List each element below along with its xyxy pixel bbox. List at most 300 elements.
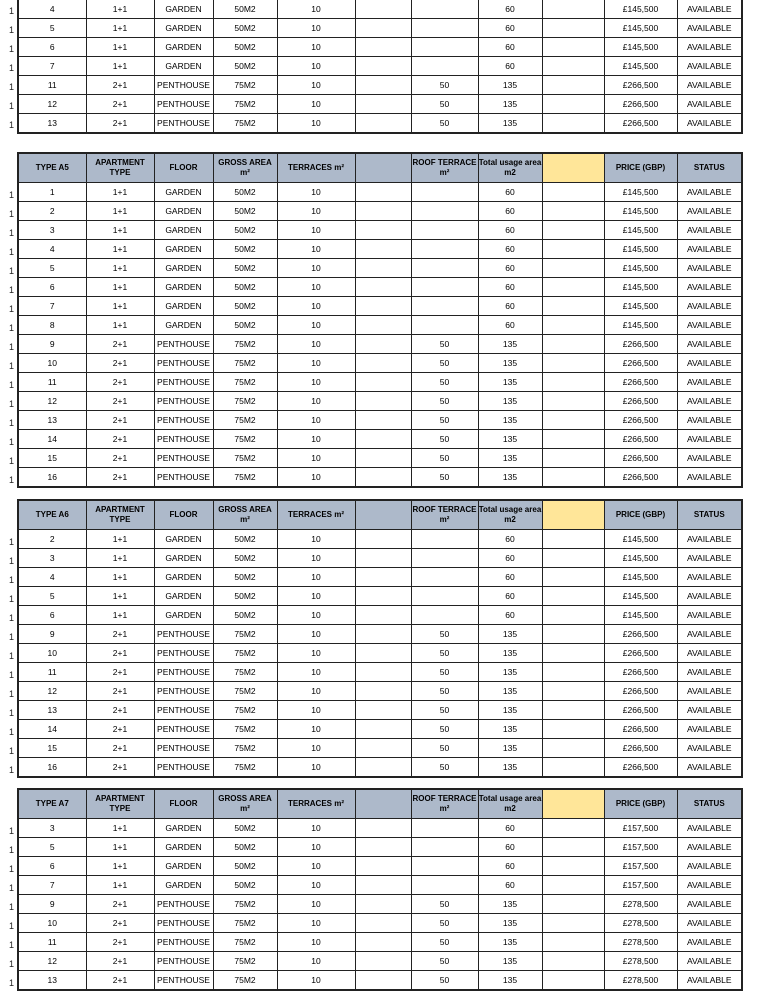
row-marker: 1 [9, 456, 15, 466]
cell-total: 60 [478, 221, 542, 240]
cell-apt: 1+1 [86, 259, 154, 278]
empty-cell [355, 468, 411, 488]
cell-no: 16 [18, 468, 86, 488]
cell-floor: PENTHOUSE [154, 663, 213, 682]
empty-cell [542, 682, 604, 701]
cell-price: £266,500 [604, 449, 677, 468]
table-row [18, 587, 742, 606]
table-row [18, 644, 742, 663]
cell-floor: PENTHOUSE [154, 739, 213, 758]
cell-floor: GARDEN [154, 278, 213, 297]
empty-cell [542, 95, 604, 114]
cell-apt: 1+1 [86, 0, 154, 19]
cell-apt: 1+1 [86, 19, 154, 38]
cell-roof [411, 278, 478, 297]
row-marker: 1 [9, 82, 15, 92]
cell-status: AVAILABLE [677, 914, 742, 933]
cell-price: £145,500 [604, 549, 677, 568]
cell-roof [411, 240, 478, 259]
cell-terrace: 10 [277, 568, 355, 587]
empty-cell [355, 952, 411, 971]
cell-terrace: 10 [277, 411, 355, 430]
cell-price: £145,500 [604, 183, 677, 202]
table-row [18, 663, 742, 682]
cell-apt: 1+1 [86, 857, 154, 876]
cell-price: £145,500 [604, 259, 677, 278]
cell-gross: 50M2 [213, 549, 277, 568]
cell-no: 2 [18, 530, 86, 549]
row-marker: 1 [9, 209, 15, 219]
table-row [18, 19, 742, 38]
cell-roof [411, 876, 478, 895]
cell-terrace: 10 [277, 895, 355, 914]
cell-gross: 75M2 [213, 114, 277, 134]
row-marker: 1 [9, 651, 15, 661]
cell-status: AVAILABLE [677, 354, 742, 373]
cell-price: £266,500 [604, 373, 677, 392]
cell-gross: 50M2 [213, 0, 277, 19]
cell-apt: 2+1 [86, 449, 154, 468]
cell-floor: PENTHOUSE [154, 76, 213, 95]
empty-cell [355, 57, 411, 76]
cell-total: 135 [478, 335, 542, 354]
empty-cell [355, 95, 411, 114]
cell-price: £145,500 [604, 530, 677, 549]
table-row [18, 38, 742, 57]
highlight-header-cell [542, 500, 604, 530]
table-row [18, 297, 742, 316]
cell-apt: 2+1 [86, 701, 154, 720]
cell-floor: GARDEN [154, 202, 213, 221]
cell-price: £145,500 [604, 57, 677, 76]
cell-gross: 75M2 [213, 335, 277, 354]
cell-status: AVAILABLE [677, 758, 742, 778]
table-row [18, 240, 742, 259]
cell-no: 10 [18, 354, 86, 373]
cell-apt: 2+1 [86, 625, 154, 644]
cell-no: 8 [18, 316, 86, 335]
cell-no: 12 [18, 95, 86, 114]
cell-terrace: 10 [277, 297, 355, 316]
cell-status: AVAILABLE [677, 587, 742, 606]
cell-apt: 1+1 [86, 819, 154, 838]
cell-roof [411, 38, 478, 57]
column-header: FLOOR [154, 500, 213, 530]
empty-cell [355, 663, 411, 682]
empty-cell [542, 739, 604, 758]
cell-terrace: 10 [277, 739, 355, 758]
table-row [18, 468, 742, 488]
cell-roof: 50 [411, 430, 478, 449]
cell-gross: 75M2 [213, 682, 277, 701]
cell-total: 135 [478, 701, 542, 720]
column-header: Total usage area m2 [478, 153, 542, 183]
cell-terrace: 10 [277, 430, 355, 449]
cell-apt: 2+1 [86, 114, 154, 134]
table-row [18, 952, 742, 971]
cell-no: 11 [18, 933, 86, 952]
row-marker: 1 [9, 727, 15, 737]
empty-cell [542, 549, 604, 568]
cell-no: 9 [18, 625, 86, 644]
cell-roof: 50 [411, 411, 478, 430]
cell-total: 60 [478, 19, 542, 38]
cell-price: £278,500 [604, 914, 677, 933]
cell-price: £145,500 [604, 606, 677, 625]
cell-terrace: 10 [277, 819, 355, 838]
cell-total: 60 [478, 530, 542, 549]
empty-cell [355, 819, 411, 838]
cell-status: AVAILABLE [677, 19, 742, 38]
cell-total: 135 [478, 76, 542, 95]
cell-price: £266,500 [604, 430, 677, 449]
cell-price: £145,500 [604, 240, 677, 259]
column-header: PRICE (GBP) [604, 789, 677, 819]
cell-floor: PENTHOUSE [154, 701, 213, 720]
cell-price: £266,500 [604, 720, 677, 739]
cell-terrace: 10 [277, 549, 355, 568]
cell-status: AVAILABLE [677, 373, 742, 392]
row-marker: 1 [9, 708, 15, 718]
cell-total: 135 [478, 411, 542, 430]
empty-cell [355, 857, 411, 876]
cell-floor: PENTHOUSE [154, 952, 213, 971]
cell-no: 7 [18, 876, 86, 895]
cell-status: AVAILABLE [677, 0, 742, 19]
apartment-table-2 [17, 152, 743, 488]
cell-roof: 50 [411, 895, 478, 914]
cell-no: 5 [18, 19, 86, 38]
empty-cell [355, 530, 411, 549]
row-marker: 1 [9, 940, 15, 950]
empty-cell [542, 701, 604, 720]
cell-terrace: 10 [277, 19, 355, 38]
empty-cell [542, 57, 604, 76]
cell-price: £157,500 [604, 876, 677, 895]
cell-status: AVAILABLE [677, 240, 742, 259]
table-row [18, 221, 742, 240]
cell-floor: PENTHOUSE [154, 95, 213, 114]
cell-apt: 2+1 [86, 739, 154, 758]
cell-roof [411, 549, 478, 568]
column-header: FLOOR [154, 789, 213, 819]
table-header-row [18, 153, 742, 183]
table-row [18, 568, 742, 587]
cell-price: £278,500 [604, 952, 677, 971]
empty-cell [542, 430, 604, 449]
cell-total: 135 [478, 720, 542, 739]
cell-floor: PENTHOUSE [154, 449, 213, 468]
cell-apt: 1+1 [86, 297, 154, 316]
cell-no: 13 [18, 701, 86, 720]
cell-total: 60 [478, 259, 542, 278]
column-header: APARTMENT TYPE [86, 789, 154, 819]
cell-status: AVAILABLE [677, 430, 742, 449]
cell-status: AVAILABLE [677, 335, 742, 354]
cell-gross: 75M2 [213, 411, 277, 430]
table-row [18, 838, 742, 857]
cell-no: 2 [18, 202, 86, 221]
cell-apt: 1+1 [86, 606, 154, 625]
cell-total: 135 [478, 952, 542, 971]
cell-total: 60 [478, 819, 542, 838]
empty-cell [542, 952, 604, 971]
column-header: STATUS [677, 153, 742, 183]
cell-roof: 50 [411, 682, 478, 701]
cell-floor: GARDEN [154, 876, 213, 895]
empty-cell [355, 76, 411, 95]
empty-cell [355, 430, 411, 449]
cell-floor: PENTHOUSE [154, 758, 213, 778]
cell-roof: 50 [411, 663, 478, 682]
cell-price: £266,500 [604, 758, 677, 778]
cell-price: £145,500 [604, 587, 677, 606]
cell-no: 12 [18, 952, 86, 971]
cell-apt: 2+1 [86, 682, 154, 701]
blank-header-cell [355, 153, 411, 183]
cell-roof: 50 [411, 335, 478, 354]
cell-no: 6 [18, 38, 86, 57]
cell-total: 135 [478, 392, 542, 411]
cell-roof [411, 530, 478, 549]
cell-price: £266,500 [604, 411, 677, 430]
cell-status: AVAILABLE [677, 57, 742, 76]
row-marker: 1 [9, 826, 15, 836]
cell-price: £145,500 [604, 221, 677, 240]
cell-price: £145,500 [604, 316, 677, 335]
row-marker: 1 [9, 978, 15, 988]
cell-floor: GARDEN [154, 819, 213, 838]
cell-terrace: 10 [277, 316, 355, 335]
cell-gross: 75M2 [213, 76, 277, 95]
cell-gross: 75M2 [213, 449, 277, 468]
cell-price: £145,500 [604, 278, 677, 297]
cell-roof [411, 221, 478, 240]
table-row [18, 354, 742, 373]
empty-cell [542, 530, 604, 549]
cell-gross: 75M2 [213, 720, 277, 739]
empty-cell [542, 316, 604, 335]
empty-cell [542, 914, 604, 933]
empty-cell [355, 335, 411, 354]
cell-terrace: 10 [277, 392, 355, 411]
cell-price: £278,500 [604, 971, 677, 991]
row-marker: 1 [9, 613, 15, 623]
cell-no: 7 [18, 57, 86, 76]
table-row [18, 316, 742, 335]
cell-gross: 75M2 [213, 914, 277, 933]
cell-roof [411, 57, 478, 76]
row-marker: 1 [9, 342, 15, 352]
cell-gross: 50M2 [213, 297, 277, 316]
cell-floor: PENTHOUSE [154, 895, 213, 914]
empty-cell [355, 739, 411, 758]
column-header: PRICE (GBP) [604, 153, 677, 183]
cell-status: AVAILABLE [677, 183, 742, 202]
column-header: TERRACES m² [277, 500, 355, 530]
cell-price: £266,500 [604, 682, 677, 701]
table-row [18, 971, 742, 991]
cell-gross: 75M2 [213, 354, 277, 373]
empty-cell [542, 606, 604, 625]
empty-cell [355, 278, 411, 297]
cell-price: £266,500 [604, 114, 677, 134]
cell-price: £145,500 [604, 38, 677, 57]
cell-total: 60 [478, 587, 542, 606]
cell-roof [411, 259, 478, 278]
cell-apt: 1+1 [86, 202, 154, 221]
cell-floor: GARDEN [154, 568, 213, 587]
cell-terrace: 10 [277, 95, 355, 114]
cell-terrace: 10 [277, 587, 355, 606]
empty-cell [542, 373, 604, 392]
cell-status: AVAILABLE [677, 468, 742, 488]
cell-price: £266,500 [604, 739, 677, 758]
cell-total: 135 [478, 758, 542, 778]
row-marker: 1 [9, 902, 15, 912]
cell-total: 135 [478, 449, 542, 468]
cell-status: AVAILABLE [677, 95, 742, 114]
cell-no: 4 [18, 0, 86, 19]
cell-floor: GARDEN [154, 38, 213, 57]
empty-cell [355, 221, 411, 240]
cell-no: 11 [18, 373, 86, 392]
cell-no: 10 [18, 914, 86, 933]
table-row [18, 114, 742, 134]
cell-roof: 50 [411, 625, 478, 644]
row-marker: 1 [9, 101, 15, 111]
cell-terrace: 10 [277, 933, 355, 952]
apartment-table-3 [17, 499, 743, 778]
cell-price: £157,500 [604, 857, 677, 876]
table-header-row [18, 500, 742, 530]
cell-floor: GARDEN [154, 606, 213, 625]
empty-cell [355, 38, 411, 57]
cell-no: 14 [18, 430, 86, 449]
cell-roof: 50 [411, 468, 478, 488]
cell-roof [411, 568, 478, 587]
cell-roof [411, 297, 478, 316]
cell-terrace: 10 [277, 259, 355, 278]
empty-cell [355, 758, 411, 778]
cell-no: 6 [18, 278, 86, 297]
row-marker: 1 [9, 6, 15, 16]
empty-cell [542, 202, 604, 221]
cell-status: AVAILABLE [677, 720, 742, 739]
cell-price: £278,500 [604, 895, 677, 914]
column-header: APARTMENT TYPE [86, 153, 154, 183]
cell-gross: 50M2 [213, 259, 277, 278]
empty-cell [355, 720, 411, 739]
cell-status: AVAILABLE [677, 530, 742, 549]
empty-cell [542, 392, 604, 411]
cell-roof [411, 587, 478, 606]
cell-roof [411, 202, 478, 221]
empty-cell [355, 933, 411, 952]
cell-terrace: 10 [277, 354, 355, 373]
cell-terrace: 10 [277, 952, 355, 971]
row-marker: 1 [9, 959, 15, 969]
table-row [18, 530, 742, 549]
cell-roof [411, 0, 478, 19]
cell-gross: 50M2 [213, 316, 277, 335]
cell-price: £145,500 [604, 0, 677, 19]
empty-cell [355, 0, 411, 19]
cell-roof: 50 [411, 449, 478, 468]
cell-terrace: 10 [277, 202, 355, 221]
table-row [18, 95, 742, 114]
cell-floor: GARDEN [154, 57, 213, 76]
cell-roof [411, 183, 478, 202]
cell-price: £266,500 [604, 76, 677, 95]
cell-floor: PENTHOUSE [154, 971, 213, 991]
cell-no: 11 [18, 663, 86, 682]
cell-apt: 1+1 [86, 183, 154, 202]
row-marker: 1 [9, 556, 15, 566]
cell-total: 135 [478, 373, 542, 392]
empty-cell [355, 316, 411, 335]
cell-roof: 50 [411, 758, 478, 778]
cell-no: 9 [18, 335, 86, 354]
row-marker: 1 [9, 475, 15, 485]
cell-total: 60 [478, 0, 542, 19]
empty-cell [355, 183, 411, 202]
cell-status: AVAILABLE [677, 297, 742, 316]
cell-total: 135 [478, 682, 542, 701]
cell-status: AVAILABLE [677, 682, 742, 701]
cell-roof [411, 606, 478, 625]
cell-gross: 75M2 [213, 625, 277, 644]
column-header: ROOF TERRACE m² [411, 500, 478, 530]
cell-apt: 2+1 [86, 430, 154, 449]
cell-apt: 1+1 [86, 530, 154, 549]
cell-apt: 2+1 [86, 914, 154, 933]
cell-status: AVAILABLE [677, 819, 742, 838]
cell-no: 16 [18, 758, 86, 778]
empty-cell [542, 0, 604, 19]
empty-cell [542, 971, 604, 991]
cell-roof: 50 [411, 114, 478, 134]
table-row [18, 183, 742, 202]
table-row [18, 335, 742, 354]
cell-apt: 2+1 [86, 644, 154, 663]
row-marker: 1 [9, 746, 15, 756]
cell-price: £266,500 [604, 392, 677, 411]
row-marker: 1 [9, 689, 15, 699]
cell-gross: 75M2 [213, 933, 277, 952]
table-row [18, 278, 742, 297]
cell-status: AVAILABLE [677, 625, 742, 644]
row-marker: 1 [9, 247, 15, 257]
cell-gross: 75M2 [213, 468, 277, 488]
cell-gross: 50M2 [213, 606, 277, 625]
row-marker: 1 [9, 361, 15, 371]
cell-no: 13 [18, 114, 86, 134]
empty-cell [542, 644, 604, 663]
table-row [18, 819, 742, 838]
cell-floor: GARDEN [154, 221, 213, 240]
table-row [18, 57, 742, 76]
table-row [18, 76, 742, 95]
cell-gross: 50M2 [213, 221, 277, 240]
cell-terrace: 10 [277, 221, 355, 240]
cell-status: AVAILABLE [677, 392, 742, 411]
cell-total: 60 [478, 57, 542, 76]
empty-cell [355, 568, 411, 587]
empty-cell [355, 701, 411, 720]
empty-cell [542, 876, 604, 895]
cell-floor: PENTHOUSE [154, 720, 213, 739]
